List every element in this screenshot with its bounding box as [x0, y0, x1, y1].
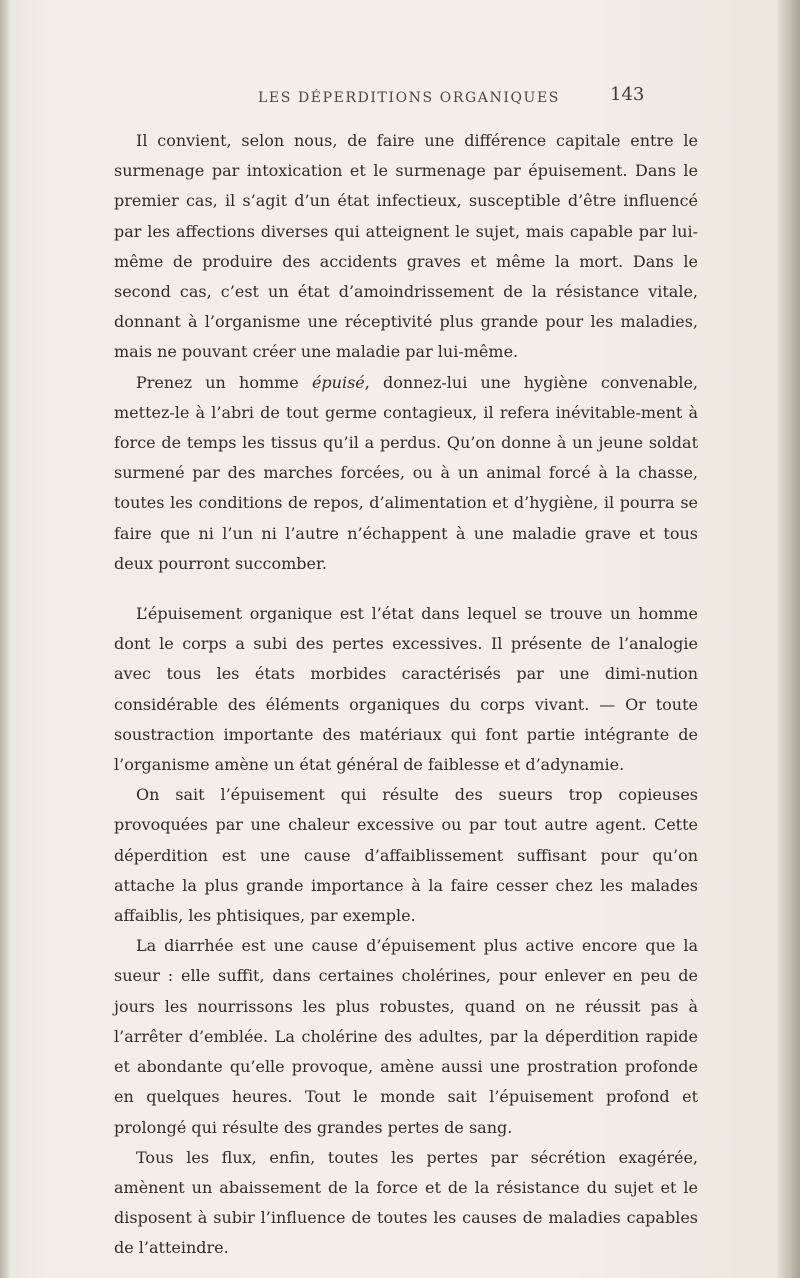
paragraph-2-rest: , donnez-lui une hygiène convenable, mettez-le à l’abri de tout germe contagieux, il refera inévitable-ment à force de temps les tissus qu’il a perdus. Qu’on donne à un jeune soldat surmené par des marches forcées, ou à un animal forcé à la chasse, toutes les conditions de repos, d’alimentation et d’hygiène, il pourra se faire que ni l’un ni l’autre n’échappent à une maladie grave et tous deux pourront succomber. — [114, 372, 698, 573]
paragraph-5: La diarrhée est une cause d’épuisement plus active encore que la sueur : elle suffit, dans certaines cholérines, pour enlever en peu de jours les nourrissons les plus robustes, quand on ne réussit pas à l’arrêter d’emblée. La cholérine des adultes, par la déperdition rapide et abondante qu’elle provoque, amène aussi une prostration profonde en quelques heures. Tout le monde sait l’épuisement profond et prolongé qui résulte des grandes pertes de sang. — [114, 936, 698, 1137]
emphasis-epuise: épuisé — [311, 372, 365, 392]
running-title: LES DÉPERDITIONS ORGANIQUES — [258, 90, 560, 106]
body-text — [114, 126, 698, 1264]
paragraph-1: Il convient, selon nous, de faire une différence capitale entre le surmenage par intoxication et le surmenage par épuisement. Dans le premier cas, il s’agit d’un état infectieux, susceptible d’être influencé par les affections diverses qui atteignent le sujet, mais capable par lui-même de produire des accidents graves et même la mort. Dans le second cas, c’est un état d’amoindrissement de la résistance vitale, donnant à l’organisme une réceptivité plus grande pour les maladies, mais ne pouvant créer une maladie par lui-même. — [114, 131, 698, 362]
page-header — [0, 84, 800, 114]
page-left-margin-shadow — [0, 0, 10, 1278]
paragraph-2-start: Prenez un homme — [136, 372, 312, 392]
paragraph-2 — [114, 368, 698, 579]
page-binding-edge — [776, 0, 800, 1278]
paragraph-6: Tous les flux, enfin, toutes les pertes par sécrétion exagérée, amènent un abaissement de la force et de la résistance du sujet et le disposent à subir l’influence de toutes les causes de maladies capables de l’atteindre. — [114, 1147, 698, 1258]
paragraph-3: L’épuisement organique est l’état dans lequel se trouve un homme dont le corps a subi des pertes excessives. Il présente de l’analogie avec tous les états morbides caractérisés par une dimi-nution considérable des éléments organiques du corps vivant. — Or toute soustraction importante des matériaux qui font partie intégrante de l’organisme amène un état général de faiblesse et d’adynamie. — [114, 604, 698, 775]
page-number: 143 — [610, 84, 645, 105]
paragraph-4: On sait l’épuisement qui résulte des sueurs trop copieuses provoquées par une chaleur excessive ou par tout autre agent. Cette déperdition est une cause d’affaiblissement suffisant pour qu’on attache la plus grande importance à la faire cesser chez les malades affaiblis, les phtisiques, par exemple. — [114, 785, 698, 926]
